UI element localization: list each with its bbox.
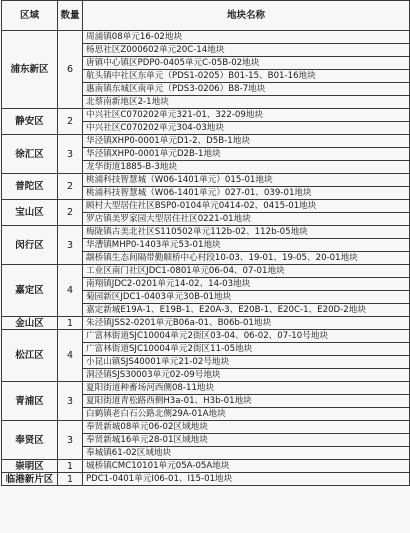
plot-name-cell: 嘉定新城E19A-1、E19B-1、E20A-3、E20B-1、E20C-1、E20D-2地块	[83, 304, 410, 317]
plot-name-cell: 罗店镇美罗家园大型居住社区0221-01地块	[83, 213, 410, 226]
table-row	[2, 265, 410, 278]
district-cell: 嘉定区	[2, 265, 58, 317]
plot-name-cell: 夏阳街道青松路西侧H3a-01、H3b-01地块	[83, 395, 410, 408]
table-row	[2, 317, 410, 330]
plot-name-cell: 白鹤镇老白石公路北侧29A-01A地块	[83, 408, 410, 421]
plot-list-document	[1, 0, 409, 533]
plot-name-cell: 奉贤新城16单元28-01区域地块	[83, 434, 410, 447]
plot-name-cell: 桃浦科技智慧城（W06-1401单元）027-01、039-01地块	[83, 187, 410, 200]
count-cell: 1	[58, 317, 83, 330]
district-cell: 静安区	[2, 109, 58, 135]
table-row	[2, 226, 410, 239]
header-district: 区域	[2, 1, 58, 31]
plot-name-cell: 工业区南门社区JDC1-0801单元06-04、07-01地块	[83, 265, 410, 278]
district-cell: 普陀区	[2, 174, 58, 200]
plot-name-cell: 夏阳街道种畜场河西侧08-11地块	[83, 382, 410, 395]
plot-name-cell: 杨思社区Z000602单元20C-14地块	[83, 44, 410, 57]
count-cell: 1	[58, 460, 83, 473]
header-plot-name: 地块名称	[83, 1, 410, 31]
plot-name-cell: 洞泾镇SJS30003单元02-09号地块	[83, 369, 410, 382]
plot-name-cell: 颛桥镇生态间隔带勤顺桥中心村段10-03、19-01、19-05、20-01地块	[83, 252, 410, 265]
plot-name-cell: 华泾镇XHP0-0001单元D1-2、D5B-1地块	[83, 135, 410, 148]
count-cell: 2	[58, 109, 83, 135]
plot-name-cell: 龙华街道1885-B-3地块	[83, 161, 410, 174]
plot-name-cell: 奉贤新城08单元06-02区域地块	[83, 421, 410, 434]
plot-name-cell: 北蔡南新地区2-1地块	[83, 96, 410, 109]
table-row	[2, 135, 410, 148]
plot-name-cell: 朱泾镇JSS2-0201单元B06a-01、B06b-01地块	[83, 317, 410, 330]
count-cell: 3	[58, 226, 83, 265]
table-header-row	[2, 1, 410, 31]
table-row	[2, 109, 410, 122]
count-cell: 3	[58, 135, 83, 174]
count-cell: 6	[58, 31, 83, 109]
table-row	[2, 174, 410, 187]
district-cell: 松江区	[2, 330, 58, 382]
plot-name-cell: 广富林街道SJC10004单元2街区03-04、06-02、07-10号地块	[83, 330, 410, 343]
count-cell: 2	[58, 174, 83, 200]
table-row	[2, 382, 410, 395]
plot-name-cell: 中兴社区C070202单元321-01、322-09地块	[83, 109, 410, 122]
district-cell: 宝山区	[2, 200, 58, 226]
count-cell: 3	[58, 382, 83, 421]
plot-name-cell: PDC1-0401单元I06-01、I15-01地块	[83, 473, 410, 486]
plot-name-cell: 南翔镇JDC2-0201单元14-02、14-03地块	[83, 278, 410, 291]
count-cell: 1	[58, 473, 83, 486]
district-cell: 临港新片区	[2, 473, 58, 486]
table-row	[2, 421, 410, 434]
plot-name-cell: 梅陇镇古美北社区S110502单元112b-02、112b-05地块	[83, 226, 410, 239]
plot-name-cell: 桃浦科技智慧城（W06-1401单元）015-01地块	[83, 174, 410, 187]
count-cell: 4	[58, 330, 83, 382]
plot-name-cell: 小昆山镇SJS40001单元21-02号地块	[83, 356, 410, 369]
count-cell: 3	[58, 421, 83, 460]
table-row	[2, 330, 410, 343]
plot-name-cell: 菊园新区JDC1-0403单元30B-01地块	[83, 291, 410, 304]
plot-name-cell: 航头镇中社区东单元（PDS1-0205）B01-15、B01-16地块	[83, 70, 410, 83]
table-row	[2, 31, 410, 44]
district-cell: 金山区	[2, 317, 58, 330]
district-cell: 崇明区	[2, 460, 58, 473]
plot-name-cell: 惠南镇东城区南单元（PDS3-0206）B8-7地块	[83, 83, 410, 96]
district-cell: 奉贤区	[2, 421, 58, 460]
table-row	[2, 460, 410, 473]
table-row	[2, 473, 410, 486]
plot-name-cell: 顾村大型居住社区BSP0-0104单元0414-02、0415-01地块	[83, 200, 410, 213]
district-cell: 闵行区	[2, 226, 58, 265]
table-row	[2, 200, 410, 213]
plot-name-cell: 周浦镇08单元16-02地块	[83, 31, 410, 44]
count-cell: 4	[58, 265, 83, 317]
plot-name-cell: 奉城镇61-02区域地块	[83, 447, 410, 460]
plot-name-cell: 华漕镇MHP0-1403单元53-01地块	[83, 239, 410, 252]
district-cell: 青浦区	[2, 382, 58, 421]
district-cell: 浦东新区	[2, 31, 58, 109]
header-count: 数量	[58, 1, 83, 31]
table-body	[2, 31, 410, 486]
district-cell: 徐汇区	[2, 135, 58, 174]
plot-name-cell: 城桥镇CMC10101单元05A-05A地块	[83, 460, 410, 473]
count-cell: 2	[58, 200, 83, 226]
plot-name-cell: 唐镇中心镇区PDP0-0405单元C-05B-02地块	[83, 57, 410, 70]
plot-name-cell: 华泾镇XHP0-0001单元D2B-1地块	[83, 148, 410, 161]
plot-name-cell: 中兴社区C070202单元304-03地块	[83, 122, 410, 135]
plot-name-cell: 广富林街道SJC10004单元2街区11-05地块	[83, 343, 410, 356]
plot-table	[1, 0, 410, 486]
